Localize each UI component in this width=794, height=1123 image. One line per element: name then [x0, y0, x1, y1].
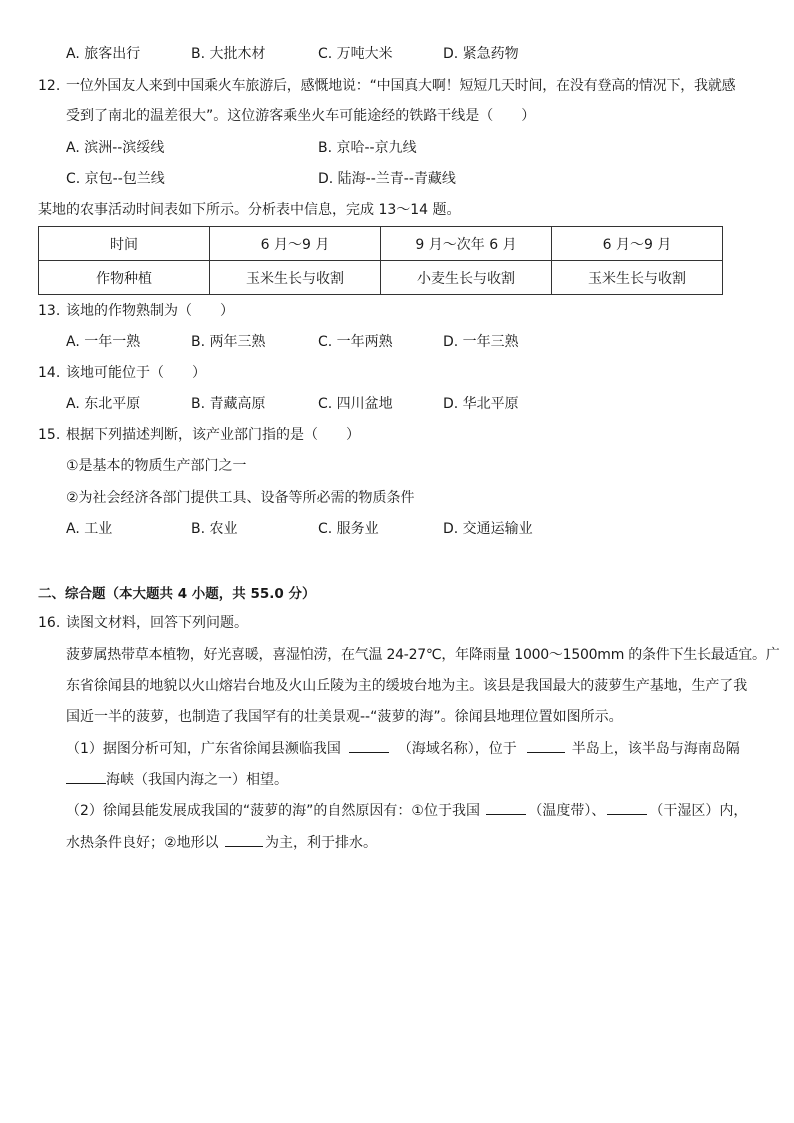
q16-sub1-text-d: 海峡（我国内海之一）相望。 [106, 772, 288, 788]
table-header-cell: 6 月～9 月 [552, 227, 723, 261]
table-cell: 作物种植 [39, 261, 210, 295]
table-row [39, 261, 723, 295]
answer-blank[interactable] [527, 738, 565, 753]
q14-stem: 该地可能位于（ ） [66, 365, 206, 381]
q13-option-a: A. 一年一熟 [66, 334, 141, 350]
q16-stem: 读图文材料，回答下列问题。 [66, 615, 248, 631]
q16-sub2-text-e: 为主，利于排水。 [265, 835, 378, 851]
q16-material-line3: 国近一半的菠萝，也制造了我国罕有的壮美景观--“菠萝的海”。徐闻县地理位置如图所示。 [66, 709, 623, 725]
q16-sub2-line1 [66, 800, 747, 821]
q12-option-c: C. 京包--包兰线 [66, 171, 165, 187]
table-cell: 玉米生长与收割 [552, 261, 723, 295]
q15-item-1: ①是基本的物质生产部门之一 [66, 458, 247, 474]
q15-number: 15. [38, 427, 61, 443]
q15-option-d: D. 交通运输业 [443, 521, 533, 537]
table-header-cell: 6 月～9 月 [210, 227, 381, 261]
q15-option-c: C. 服务业 [318, 521, 379, 537]
q14-option-b: B. 青藏高原 [191, 396, 266, 412]
table-cell: 小麦生长与收割 [381, 261, 552, 295]
farming-schedule-table [38, 226, 723, 295]
q16-sub1-line1 [66, 738, 740, 759]
q16-sub2-text-d: 水热条件良好；②地形以 [66, 835, 219, 851]
q11-option-a: A. 旅客出行 [66, 46, 141, 62]
table-cell: 玉米生长与收割 [210, 261, 381, 295]
q11-option-b: B. 大批木材 [191, 46, 266, 62]
q14-option-a: A. 东北平原 [66, 396, 141, 412]
answer-blank[interactable] [349, 738, 389, 753]
q15-item-2: ②为社会经济各部门提供工具、设备等所必需的物质条件 [66, 490, 415, 506]
q15-option-a: A. 工业 [66, 521, 113, 537]
q16-sub1-line2 [66, 769, 288, 790]
q16-sub2-text-c: （干湿区）内， [649, 803, 748, 819]
q16-material-line2: 东省徐闻县的地貌以火山熔岩台地及火山丘陵为主的缓坡台地为主。该县是我国最大的菠萝生产基地，生产了我 [66, 678, 748, 694]
q11-option-c: C. 万吨大米 [318, 46, 393, 62]
q13-option-b: B. 两年三熟 [191, 334, 266, 350]
q12-option-b: B. 京哈--京九线 [318, 140, 417, 156]
q16-sub1-text-a: （1）据图分析可知，广东省徐闻县濒临我国 [66, 741, 341, 757]
q14-option-c: C. 四川盆地 [318, 396, 393, 412]
q16-material-line1: 菠萝属热带草本植物，好光喜暖，喜湿怕涝，在气温 24-27℃，年降雨量 1000～1500mm 的条件下生长最适宜。广 [66, 647, 780, 663]
q12-stem-line1: 一位外国友人来到中国乘火车旅游后，感慨地说：“中国真大啊！短短几天时间，在没有登高的情况下，我就感 [66, 78, 736, 94]
table-header-cell: 时间 [39, 227, 210, 261]
q16-sub2-line2 [66, 832, 377, 853]
q12-stem-line2: 受到了南北的温差很大”。这位游客乘坐火车可能途经的铁路干线是（ ） [66, 108, 536, 124]
q16-sub2-text-a: （2）徐闻县能发展成我国的“菠萝的海”的自然原因有：①位于我国 [66, 803, 480, 819]
q16-sub1-text-c: 半岛上，该半岛与海南岛隔 [571, 741, 740, 757]
q12-option-d: D. 陆海--兰青--青藏线 [318, 171, 456, 187]
q13-stem: 该地的作物熟制为（ ） [66, 303, 234, 319]
answer-blank[interactable] [225, 832, 263, 847]
q16-sub1-text-b: （海域名称），位于 [397, 741, 517, 757]
q13-option-d: D. 一年三熟 [443, 334, 519, 350]
q12-number: 12. [38, 78, 61, 94]
q14-option-d: D. 华北平原 [443, 396, 519, 412]
answer-blank[interactable] [607, 800, 647, 815]
q13-option-c: C. 一年两熟 [318, 334, 393, 350]
q16-number: 16. [38, 615, 61, 631]
q11-option-d: D. 紧急药物 [443, 46, 519, 62]
table-header-row [39, 227, 723, 261]
q13-number: 13. [38, 303, 61, 319]
answer-blank[interactable] [486, 800, 526, 815]
q12-option-a: A. 滨洲--滨绥线 [66, 140, 165, 156]
section-2-title: 二、综合题（本大题共 4 小题，共 55.0 分） [38, 586, 316, 602]
q15-stem: 根据下列描述判断，该产业部门指的是（ ） [66, 427, 360, 443]
q16-sub2-text-b: （温度带）、 [528, 803, 606, 819]
table-header-cell: 9 月～次年 6 月 [381, 227, 552, 261]
intro-13-14: 某地的农事活动时间表如下所示。分析表中信息，完成 13～14 题。 [38, 202, 461, 218]
answer-blank[interactable] [66, 769, 106, 784]
q14-number: 14. [38, 365, 61, 381]
q15-option-b: B. 农业 [191, 521, 238, 537]
